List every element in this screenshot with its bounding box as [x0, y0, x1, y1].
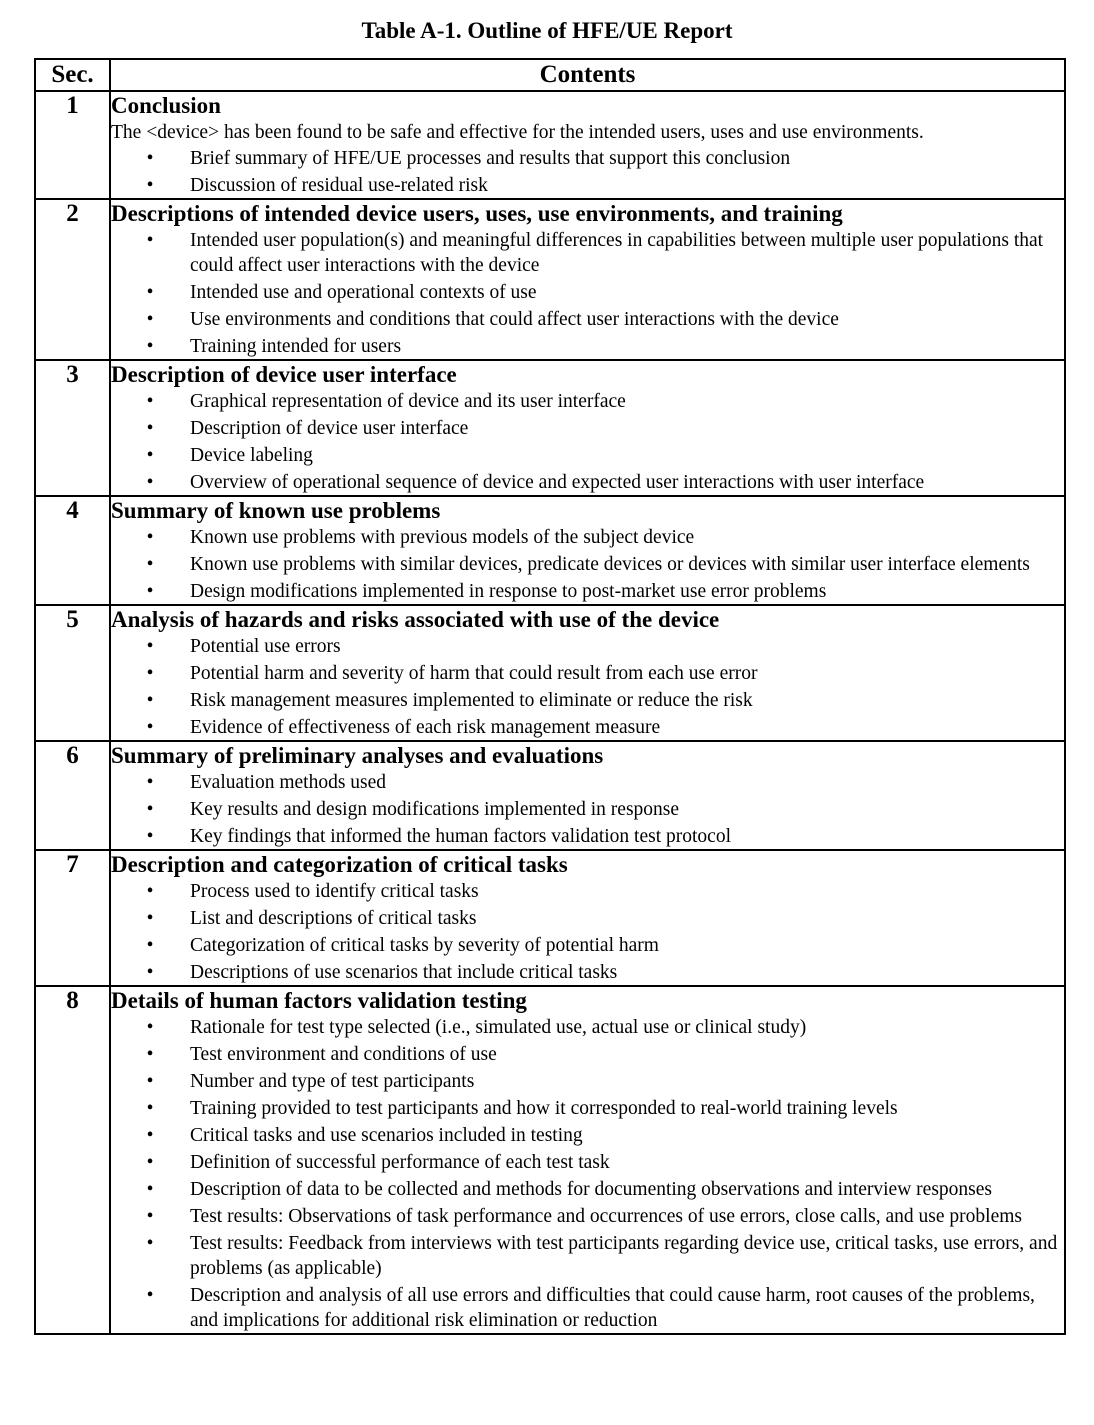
list-item	[111, 334, 1064, 359]
list-item-text: Definition of successful performance of each test task	[190, 1152, 610, 1173]
section-contents	[110, 741, 1065, 850]
list-item	[111, 1015, 1064, 1040]
list-item	[111, 228, 1064, 278]
list-item	[111, 797, 1064, 822]
list-item	[111, 579, 1064, 604]
list-item-text: Brief summary of HFE/UE processes and results that support this conclusion	[190, 148, 791, 169]
section-row	[35, 496, 1065, 605]
bullet-icon: •	[146, 282, 154, 303]
list-item-text: Device labeling	[190, 445, 313, 466]
bullet-icon: •	[146, 1285, 154, 1306]
list-item	[111, 770, 1064, 795]
list-item	[111, 307, 1064, 332]
list-item	[111, 688, 1064, 713]
list-item-text: Training provided to test participants and how it corresponded to real-world training levels	[190, 1098, 898, 1119]
list-item	[111, 1177, 1064, 1202]
section-row	[35, 850, 1065, 986]
list-item-text: Potential harm and severity of harm that could result from each use error	[190, 663, 758, 684]
section-title: Descriptions of intended device users, uses, use environments, and training	[111, 201, 843, 226]
list-item-text: Potential use errors	[190, 636, 341, 657]
header-row	[35, 59, 1065, 91]
bullet-icon: •	[146, 1044, 154, 1065]
bullet-icon: •	[146, 472, 154, 493]
bullet-icon: •	[146, 445, 154, 466]
list-item-text: Process used to identify critical tasks	[190, 881, 479, 902]
bullet-icon: •	[146, 1233, 154, 1254]
list-item-text: Critical tasks and use scenarios included in testing	[190, 1125, 583, 1146]
bullet-icon: •	[146, 527, 154, 548]
bullet-icon: •	[146, 636, 154, 657]
outline-table	[34, 58, 1066, 1335]
list-item-text: Use environments and conditions that could affect user interactions with the device	[190, 309, 839, 330]
section-title: Conclusion	[111, 93, 221, 118]
section-contents	[110, 605, 1065, 741]
list-item	[111, 1042, 1064, 1067]
bullet-icon: •	[146, 1152, 154, 1173]
section-title: Description of device user interface	[111, 362, 457, 387]
bullet-icon: •	[146, 148, 154, 169]
bullet-list	[111, 146, 1064, 198]
list-item-text: Test results: Feedback from interviews with test participants regarding device use, critical tasks, use errors, and problems (as applicable)	[190, 1233, 1058, 1279]
list-item-text: Rationale for test type selected (i.e., simulated use, actual use or clinical study)	[190, 1017, 807, 1038]
section-number: 6	[35, 741, 110, 850]
bullet-icon: •	[146, 1125, 154, 1146]
bullet-icon: •	[146, 309, 154, 330]
table-body	[35, 91, 1065, 1334]
section-number: 7	[35, 850, 110, 986]
bullet-icon: •	[146, 881, 154, 902]
header-sec: Sec.	[35, 59, 110, 91]
bullet-icon: •	[146, 581, 154, 602]
bullet-list	[111, 634, 1064, 740]
bullet-icon: •	[146, 935, 154, 956]
list-item	[111, 824, 1064, 849]
section-title: Description and categorization of critical tasks	[111, 852, 568, 877]
bullet-icon: •	[146, 336, 154, 357]
list-item-text: Description of device user interface	[190, 418, 469, 439]
list-item	[111, 416, 1064, 441]
list-item-text: Description and analysis of all use errors and difficulties that could cause harm, root causes of the problems, and implications for additional risk elimination or reduction	[190, 1285, 1035, 1331]
section-number: 4	[35, 496, 110, 605]
list-item	[111, 634, 1064, 659]
list-item-text: Known use problems with previous models of the subject device	[190, 527, 695, 548]
list-item	[111, 525, 1064, 550]
section-row	[35, 91, 1065, 199]
bullet-icon: •	[146, 391, 154, 412]
list-item-text: Graphical representation of device and its user interface	[190, 391, 626, 412]
bullet-icon: •	[146, 1179, 154, 1200]
bullet-icon: •	[146, 1206, 154, 1227]
bullet-icon: •	[146, 799, 154, 820]
list-item-text: Evaluation methods used	[190, 772, 387, 793]
bullet-list	[111, 879, 1064, 985]
list-item	[111, 1231, 1064, 1281]
list-item-text: Training intended for users	[190, 336, 402, 357]
list-item-text: Intended use and operational contexts of use	[190, 282, 537, 303]
section-title: Summary of preliminary analyses and evaluations	[111, 743, 604, 768]
list-item-text: Test environment and conditions of use	[190, 1044, 497, 1065]
list-item	[111, 470, 1064, 495]
section-row	[35, 199, 1065, 360]
bullet-icon: •	[146, 772, 154, 793]
bullet-icon: •	[146, 690, 154, 711]
list-item	[111, 1204, 1064, 1229]
list-item-text: List and descriptions of critical tasks	[190, 908, 477, 929]
section-row	[35, 360, 1065, 496]
section-number: 2	[35, 199, 110, 360]
list-item	[111, 1283, 1064, 1333]
list-item-text: Overview of operational sequence of device and expected user interactions with user interface	[190, 472, 925, 493]
list-item-text: Key results and design modifications implemented in response	[190, 799, 680, 820]
list-item	[111, 1150, 1064, 1175]
list-item	[111, 879, 1064, 904]
section-description: The <device> has been found to be safe and effective for the intended users, uses and use environments.	[111, 122, 924, 143]
list-item	[111, 906, 1064, 931]
section-number: 5	[35, 605, 110, 741]
bullet-icon: •	[146, 1017, 154, 1038]
section-contents	[110, 91, 1065, 199]
list-item	[111, 389, 1064, 414]
list-item-text: Descriptions of use scenarios that include critical tasks	[190, 962, 618, 983]
section-number: 8	[35, 986, 110, 1334]
bullet-icon: •	[146, 962, 154, 983]
bullet-list	[111, 1015, 1064, 1333]
bullet-icon: •	[146, 1071, 154, 1092]
list-item-text: Evidence of effectiveness of each risk management measure	[190, 717, 661, 738]
list-item	[111, 173, 1064, 198]
list-item-text: Risk management measures implemented to eliminate or reduce the risk	[190, 690, 753, 711]
section-title: Details of human factors validation testing	[111, 988, 527, 1013]
list-item	[111, 933, 1064, 958]
section-row	[35, 986, 1065, 1334]
list-item	[111, 960, 1064, 985]
bullet-icon: •	[146, 175, 154, 196]
bullet-icon: •	[146, 908, 154, 929]
section-contents	[110, 199, 1065, 360]
bullet-icon: •	[146, 230, 154, 251]
list-item-text: Description of data to be collected and methods for documenting observations and interview responses	[190, 1179, 992, 1200]
section-title: Summary of known use problems	[111, 498, 441, 523]
section-number: 1	[35, 91, 110, 199]
section-contents	[110, 986, 1065, 1334]
list-item-text: Test results: Observations of task performance and occurrences of use errors, close calls, and use problems	[190, 1206, 1022, 1227]
bullet-icon: •	[146, 663, 154, 684]
list-item-text: Key findings that informed the human factors validation test protocol	[190, 826, 731, 847]
list-item-text: Discussion of residual use-related risk	[190, 175, 488, 196]
bullet-icon: •	[146, 717, 154, 738]
list-item-text: Known use problems with similar devices, predicate devices or devices with similar user interface elements	[190, 554, 1030, 575]
header-contents: Contents	[110, 59, 1065, 91]
bullet-icon: •	[146, 418, 154, 439]
bullet-list	[111, 228, 1064, 359]
bullet-list	[111, 525, 1064, 604]
list-item	[111, 443, 1064, 468]
section-number: 3	[35, 360, 110, 496]
bullet-icon: •	[146, 1098, 154, 1119]
list-item-text: Intended user population(s) and meaningful differences in capabilities between multiple user populations that could affect user interactions with the device	[190, 230, 1044, 276]
list-item	[111, 552, 1064, 577]
list-item-text: Number and type of test participants	[190, 1071, 475, 1092]
list-item	[111, 1069, 1064, 1094]
bullet-icon: •	[146, 826, 154, 847]
section-contents	[110, 360, 1065, 496]
section-title: Analysis of hazards and risks associated with use of the device	[111, 607, 720, 632]
section-contents	[110, 496, 1065, 605]
list-item	[111, 280, 1064, 305]
bullet-list	[111, 770, 1064, 849]
bullet-list	[111, 389, 1064, 495]
list-item	[111, 146, 1064, 171]
list-item	[111, 1096, 1064, 1121]
section-contents	[110, 850, 1065, 986]
list-item	[111, 715, 1064, 740]
table-caption: Table A-1. Outline of HFE/UE Report	[361, 18, 733, 43]
list-item-text: Categorization of critical tasks by severity of potential harm	[190, 935, 659, 956]
list-item	[111, 1123, 1064, 1148]
list-item	[111, 661, 1064, 686]
section-row	[35, 605, 1065, 741]
bullet-icon: •	[146, 554, 154, 575]
list-item-text: Design modifications implemented in response to post-market use error problems	[190, 581, 827, 602]
section-row	[35, 741, 1065, 850]
